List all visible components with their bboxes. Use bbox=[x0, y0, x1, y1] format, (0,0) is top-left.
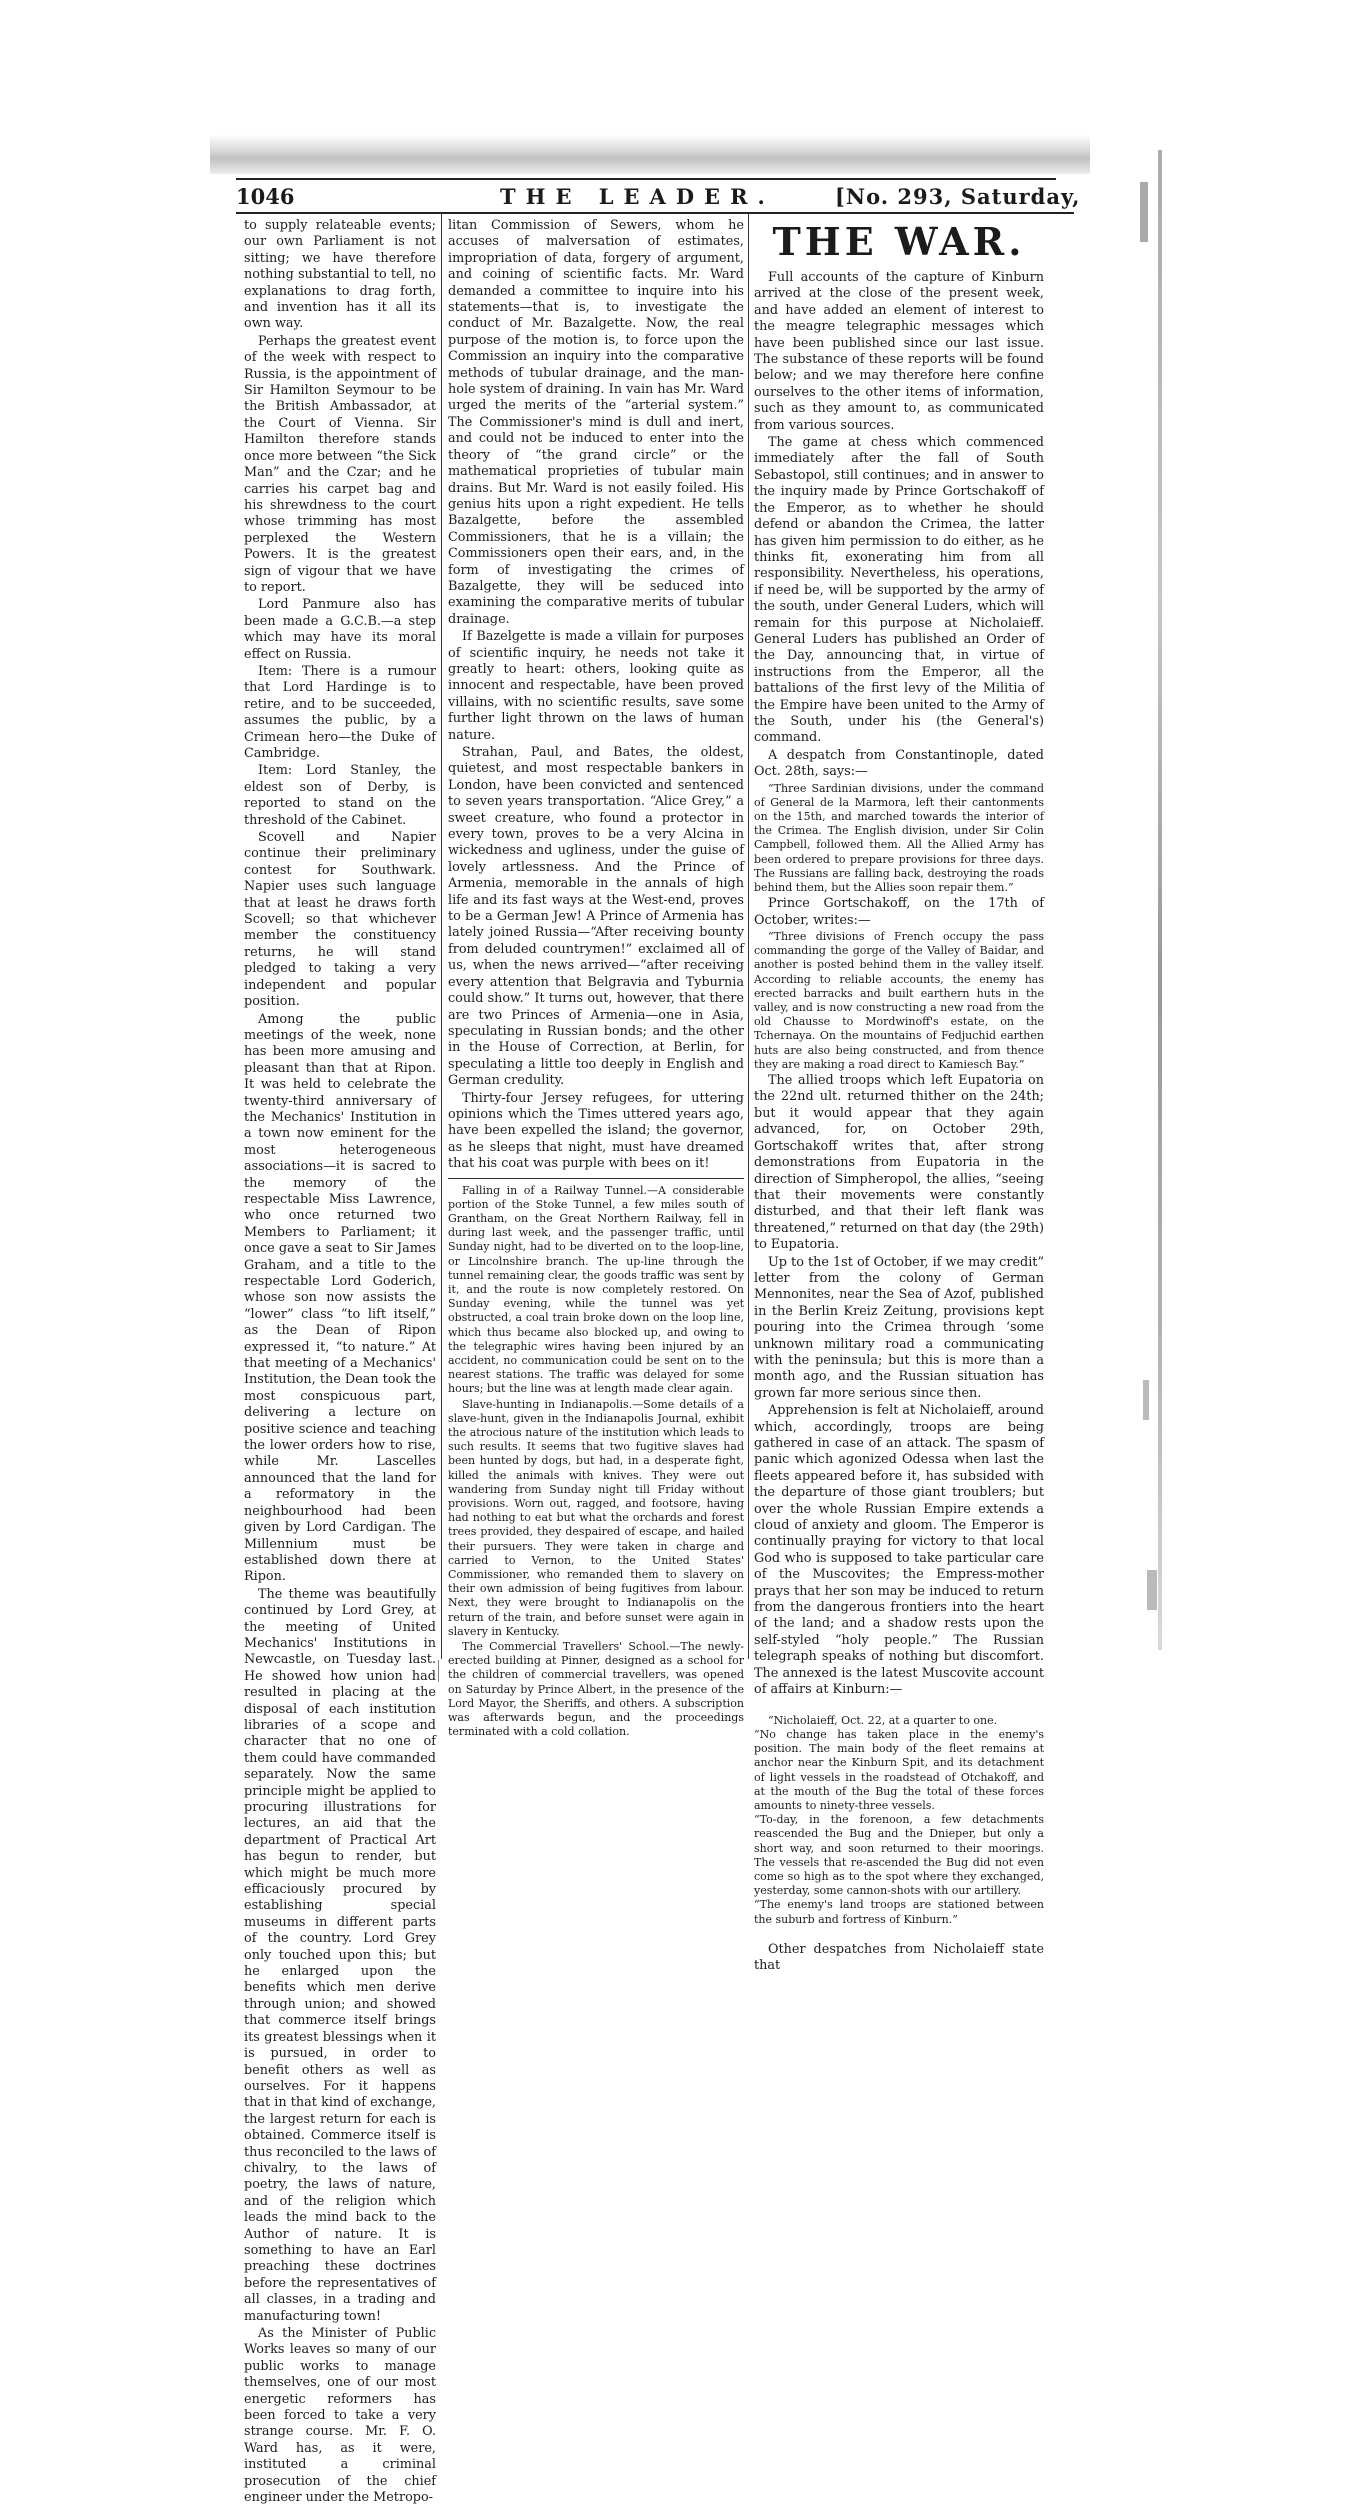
article-paragraph: The theme was beautifully continued by Lord Grey, at the meeting of United Mechanics' Institutions in Newcastle, on Tuesday last. He showed how union had resulted in placing at the disposal of each institution libraries of a scope and character that no one of them could have commanded separately. Now the same principle might be applied to procuring illustrations for lectures, an aid that the department of Practical Art has begun to render, but which might be much more efficaciously procured by establishing special museums in different parts of the country. Lord Grey only touched upon this; but he enlarged upon the benefits which men derive through union; and showed that commerce itself brings its greatest blessings when it is pursued, in order to benefit others as well as ourselves. For it happens that in that kind of exchange, the largest return for each is obtained. Commerce itself is thus reconciled to the laws of chivalry, to the laws of poetry, the laws of nature, and of the religion which leads the mind back to the Author of nature. It is something to have an Earl preaching these doctrines before the representatives of all classes, in a trading and manufacturing town! bbox=[244, 1586, 436, 2324]
article-paragraph: Apprehension is felt at Nicholaieff, around which, accordingly, troops are being gathered in case of an attack. The spasm of panic which agonized Odessa when last the fleets appeared before it, has subsided with the departure of those giant troublers; but over the whole Russian Empire extends a cloud of anxiety and gloom. The Emperor is continually praying for victory to that local God who is supposed to take particular care of the Muscovites; the Empress-mother prays that her son may be induced to return from the dangerous frontiers into the heart of the land; and a shadow rests upon the self-styled “holy people.” The Russian telegraph speaks of nothing but discomfort. The annexed is the latest Muscovite account of affairs at Kinburn:— bbox=[754, 1403, 1044, 1698]
masthead-top-rule bbox=[236, 178, 1056, 180]
print-bleed-smudge bbox=[210, 134, 1090, 174]
column-3 bbox=[754, 218, 1044, 1974]
issue-info: [No. 293, Saturday, bbox=[835, 184, 1081, 209]
article-paragraph: Item: There is a rumour that Lord Hardinge is to retire, and to be succeeded, assumes the public, by a Crimean hero—the Duke of Cambridge. bbox=[244, 663, 436, 761]
section-rule bbox=[448, 1178, 744, 1179]
article-paragraph: A despatch from Constantinople, dated Oct. 28th, says:— bbox=[754, 747, 1044, 780]
newspaper-title: THE LEADER. bbox=[500, 184, 775, 209]
page-edge-mark-bottom bbox=[1147, 1570, 1157, 1610]
column-2 bbox=[448, 218, 744, 1739]
article-paragraph: Among the public meetings of the week, none has been more amusing and pleasant than that at Ripon. It was held to celebrate the twenty-third anniversary of the Mechanics' Institution in a town now eminent for the most heterogeneous associations—it is sacred to the memory of the respectable Miss Lawrence, who once returned two Members to Parliament; it once gave a seat to Sir James Graham, and a title to the respectable Lord Goderich, whose son now assists the “lower” class “to lift itself,” as the Dean of Ripon expressed it, “to nature.” At that meeting of a Mechanics' Institution, the Dean took the most conspicuous part, delivering a lecture on positive science and teaching the lower orders how to rise, while Mr. Lascelles announced that the land for a reformatory in the neighbourhood had been given by Lord Cardigan. The Millennium must be established down there at Ripon. bbox=[244, 1011, 436, 1585]
column-1 bbox=[244, 218, 436, 2506]
quoted-despatch bbox=[754, 782, 1044, 896]
article-paragraph: Other despatches from Nicholaieff state that bbox=[754, 1941, 1044, 1974]
article-paragraph: The game at chess which commenced immediately after the fall of South Sebastopol, still continues; and in answer to the inquiry made by Prince Gortschakoff of the Emperor, as to whether he should defend or abandon the Crimea, the latter has given him permission to do either, as he thinks fit, exonerating him from all responsibility. Nevertheless, his operations, if need be, will be supported by the army of the south, under General Luders, which will remain for this purpose at Nicholaieff. General Luders has published an Order of the Day, announcing that, in virtue of instructions from the Emperor, all the battalions of the first levy of the Militia of the Empire have been united to the Army of the South, under his (the General's) command. bbox=[754, 435, 1044, 746]
article-paragraph: Scovell and Napier continue their preliminary contest for Southwark. Napier uses such language that at least he draws forth Scovell; so that whichever member the constituency returns, he will stand pledged to taking a very independent and popular position. bbox=[244, 830, 436, 1010]
news-brief: Falling in of a Railway Tunnel.—A considerable portion of the Stoke Tunnel, a few miles south of Grantham, on the Great Northern Railway, fell in during last week, and the passenger traffic, until Sunday night, had to be diverted on to the loop-line, or Lincolnshire branch. The up-line through the tunnel remaining clear, the goods traffic was sent by it, and the route is now completely restored. On Sunday evening, while the tunnel was yet obstructed, a coal train broke down on the loop line, which thus became also blocked up, and owing to the telegraphic wires having been injured by an accident, no communication could be sent on to the nearest stations. The traffic was delayed for some hours; but the line was at length made clear again. bbox=[448, 1183, 744, 1396]
page-edge-mark-top bbox=[1140, 182, 1148, 242]
masthead-bottom-rule bbox=[236, 212, 1074, 214]
column-divider-1 bbox=[441, 214, 442, 1659]
article-paragraph: The allied troops which left Eupatoria on the 22nd ult. returned thither on the 24th; but it would appear that they again advanced, for, on October 29th, Gortschakoff writes that, after strong demonstrations from Eupatoria in the direction of Simpheropol, the allies, “seeing that their movements were constantly disturbed, and that their left flank was threatened,” returned on that day (the 29th) to Eupatoria. bbox=[754, 1073, 1044, 1253]
news-brief: The Commercial Travellers' School.—The newly-erected building at Pinner, designed as a school for the children of commercial travellers, was opened on Saturday by Prince Albert, in the presence of the Lord Mayor, the Sheriffs, and others. A subscription was afterwards begun, and the proceedings terminated with a cold collation. bbox=[448, 1640, 744, 1739]
article-paragraph: Item: Lord Stanley, the eldest son of Derby, is reported to stand on the threshold of the Cabinet. bbox=[244, 763, 436, 828]
article-paragraph: Strahan, Paul, and Bates, the oldest, quietest, and most respectable bankers in London, have been convicted and sentenced to seven years transportation. “Alice Grey,” a sweet creature, who found a protector in every town, proves to be a very Alcina in wickedness and ugliness, under the guise of lovely artlessness. And the Prince of Armenia, memorable in the annals of high life and its fast ways at the West-end, proves to be a German Jew! A Prince of Armenia has lately joined Russia—“After receiving bounty from deluded countrymen!” exclaimed all of us, when the news arrived—“after receiving every attention that Belgravia and Tyburnia could show.” It turns out, however, that there are two Princes of Armenia—one in Asia, speculating in Russian bonds; and the other in the House of Correction, at Berlin, for speculating a little too deeply in English and German credulity. bbox=[448, 745, 744, 1089]
page-number: 1046 bbox=[236, 184, 295, 209]
column-divider-tail bbox=[438, 1660, 439, 1682]
article-paragraph: As the Minister of Public Works leaves so many of our public works to manage themselves, one of our most energetic reformers has been forced to take a very strange course. Mr. F. O. Ward has, as it were, instituted a criminal prosecution of the chief engineer under the Metropo- bbox=[244, 2326, 436, 2506]
article-paragraph: to supply relateable events; our own Parliament is not sitting; we have therefore nothing substantial to tell, no explanations to drag forth, and invention has it all its own way. bbox=[244, 218, 436, 332]
article-paragraph: Up to the 1st of October, if we may credit” letter from the colony of German Mennonites, near the Sea of Azof, published in the Berlin Kreiz Zeitung, provisions kept pouring into the Crimea through ‘some unknown military road a communicating with the peninsula; but this is more than a month ago, and the Russian situation has grown far more serious since then. bbox=[754, 1254, 1044, 1401]
quote-paragraph: “Nicholaieff, Oct. 22, at a quarter to one. “No change has taken place in the enemy's position. The main body of the fleet remains at anchor near the Kinburn Spit, and its detachment of light vessels in the roadstead of Otchakoff, and at the mouth of the Bug the total of these forces amounts to ninety-three vessels. “To-day, in the forenoon, a few detachments reascended the Bug and the Dnieper, but only a short way, and soon returned to their moorings. The vessels that re-ascended the Bug did not even come so high as to the spot where they exchanged, yesterday, some cannon-shots with our artillery. “The enemy's land troops are stationed between the suburb and fortress of Kinburn.” bbox=[754, 1713, 1044, 1926]
article-paragraph: litan Commission of Sewers, whom he accuses of malversation of estimates, impropriation of data, forgery of argument, and coining of scientific facts. Mr. Ward demanded a committee to inquire into his statements—that is, to investigate the conduct of Mr. Bazalgette. Now, the real purpose of the motion is, to force upon the Commission an inquiry into the comparative methods of tubular drainage, and the man-hole system of draining. In vain has Mr. Ward urged the merits of the “arterial system.” The Commissioner's mind is dull and inert, and could not be induced to enter into the theory of “the grand circle” or the mathematical proprieties of tubular main drains. But Mr. Ward is not easily foiled. His genius hits upon a right expedient. He tells Bazalgette, before the assembled Commissioners, that he is a villain; the Commissioners open their ears, and, in the form of investigating the crimes of Bazalgette, they will be seduced into examining the comparative merits of tubular drainage. bbox=[448, 218, 744, 627]
section-heading: THE WAR. bbox=[772, 219, 1026, 264]
article-paragraph: Full accounts of the capture of Kinburn arrived at the close of the present week, and have added an element of interest to the meagre telegraphic messages which have been published since our last issue. The substance of these reports will be found below; and we may therefore here confine ourselves to the other items of information, such as they amount to, as communicated from various sources. bbox=[754, 270, 1044, 433]
article-paragraph: Thirty-four Jersey refugees, for uttering opinions which the Times uttered years ago, have been expelled the island; the governor, as he sleeps that night, must have dreamed that his coat was purple with bees on it! bbox=[448, 1090, 744, 1172]
page-edge-mark-middle bbox=[1143, 1380, 1149, 1420]
column-divider-2 bbox=[748, 214, 749, 1659]
quoted-despatch bbox=[754, 1700, 1044, 1942]
news-briefs bbox=[448, 1184, 744, 1740]
news-brief: Slave-hunting in Indianapolis.—Some details of a slave-hunt, given in the Indianapolis Journal, exhibit the atrocious nature of the institution which leads to such results. It seems that two fugitive slaves had been hunted by dogs, but had, in a desperate fight, killed the animals with knives. They were out wandering from Sunday night till Friday without provisions. Worn out, ragged, and footsore, having had nothing to eat but what the orchards and forest trees provided, they despaired of escape, and hailed their pursuers. They were taken in charge and carried to Vernon, to the United States' Commissioner, who remanded them to slavery on their own admission of being fugitives from labour. Next, they were brought to Indianapolis on the return of the train, and before sunset were again in slavery in Kentucky. bbox=[448, 1397, 744, 1638]
quote-paragraph: “Three Sardinian divisions, under the command of General de la Marmora, left their cantonments on the 15th, and marched towards the interior of the Crimea. The English division, under Sir Colin Campbell, followed them. All the Allied Army has been ordered to prepare provisions for three days. The Russians are falling back, destroying the roads behind them, but the Allies soon repair them.” bbox=[754, 781, 1044, 895]
article-paragraph: Perhaps the greatest event of the week with respect to Russia, is the appointment of Sir Hamilton Seymour to be the British Ambassador, at the Court of Vienna. Sir Hamilton therefore stands once more between “the Sick Man” and the Czar; and he carries his carpet bag and his shrewdness to the court whose trimming has most perplexed the Western Powers. It is the greatest sign of vigour that we have to report. bbox=[244, 333, 436, 595]
article-paragraph: Prince Gortschakoff, on the 17th of October, writes:— bbox=[754, 896, 1044, 928]
page-edge-mark bbox=[1158, 150, 1162, 1650]
article-paragraph: If Bazelgette is made a villain for purposes of scientific inquiry, he needs not take it greatly to heart: others, looking quite as innocent and respectable, have been proved villains, with no scientific results, save some further light thrown on the laws of human nature. bbox=[448, 629, 744, 743]
quote-paragraph: “Three divisions of French occupy the pass commanding the gorge of the Valley of Baidar, and another is posted behind them in the valley itself. According to reliable accounts, the enemy has erected barracks and built earthern huts in the valley, and is now constructing a new road from the old Chausse to Mordwinoff's estate, on the Tchernaya. On the mountains of Fedjuchid earthen huts are also being constructed, and from thence they are making a road direct to Kamiesch Bay.” bbox=[754, 930, 1044, 1071]
article-paragraph: Lord Panmure also has been made a G.C.B.—a step which may have its moral effect on Russia. bbox=[244, 597, 436, 662]
quoted-despatch bbox=[754, 930, 1044, 1072]
